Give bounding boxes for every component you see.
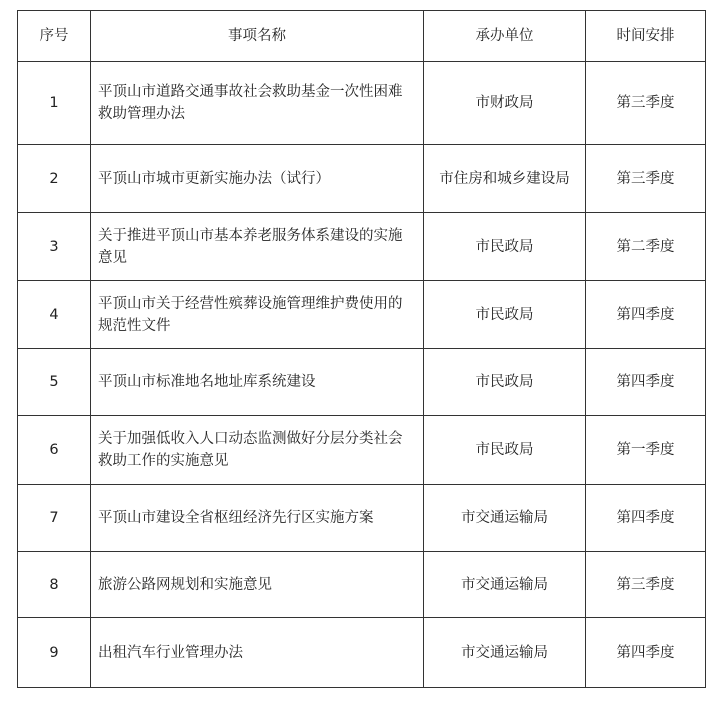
cell-no: 5 bbox=[18, 349, 91, 416]
cell-unit: 市交通运输局 bbox=[424, 552, 586, 618]
header-row bbox=[18, 11, 706, 62]
cell-time: 第四季度 bbox=[586, 485, 706, 552]
cell-no: 9 bbox=[18, 618, 91, 688]
cell-name: 平顶山市建设全省枢纽经济先行区实施方案 bbox=[91, 485, 424, 552]
cell-no: 2 bbox=[18, 145, 91, 213]
cell-time: 第四季度 bbox=[586, 618, 706, 688]
cell-unit: 市民政局 bbox=[424, 213, 586, 281]
cell-time: 第三季度 bbox=[586, 62, 706, 145]
cell-time: 第四季度 bbox=[586, 281, 706, 349]
cell-name: 旅游公路网规划和实施意见 bbox=[91, 552, 424, 618]
cell-name: 出租汽车行业管理办法 bbox=[91, 618, 424, 688]
table-row bbox=[18, 618, 706, 688]
cell-no: 4 bbox=[18, 281, 91, 349]
cell-name: 平顶山市标准地名地址库系统建设 bbox=[91, 349, 424, 416]
cell-unit: 市民政局 bbox=[424, 416, 586, 485]
cell-time: 第三季度 bbox=[586, 552, 706, 618]
cell-no: 8 bbox=[18, 552, 91, 618]
cell-name: 关于加强低收入人口动态监测做好分层分类社会救助工作的实施意见 bbox=[91, 416, 424, 485]
cell-time: 第一季度 bbox=[586, 416, 706, 485]
cell-time: 第四季度 bbox=[586, 349, 706, 416]
table-row bbox=[18, 416, 706, 485]
table-row bbox=[18, 281, 706, 349]
cell-no: 3 bbox=[18, 213, 91, 281]
cell-no: 6 bbox=[18, 416, 91, 485]
table-row bbox=[18, 213, 706, 281]
cell-no: 7 bbox=[18, 485, 91, 552]
header-unit: 承办单位 bbox=[424, 11, 586, 62]
cell-time: 第三季度 bbox=[586, 145, 706, 213]
cell-no: 1 bbox=[18, 62, 91, 145]
header-name: 事项名称 bbox=[91, 11, 424, 62]
table-row bbox=[18, 145, 706, 213]
cell-name: 平顶山市关于经营性殡葬设施管理维护费使用的规范性文件 bbox=[91, 281, 424, 349]
table-row bbox=[18, 485, 706, 552]
table-row bbox=[18, 552, 706, 618]
cell-name: 平顶山市道路交通事故社会救助基金一次性困难救助管理办法 bbox=[91, 62, 424, 145]
table-header bbox=[18, 11, 706, 62]
cell-unit: 市住房和城乡建设局 bbox=[424, 145, 586, 213]
cell-time: 第二季度 bbox=[586, 213, 706, 281]
header-no: 序号 bbox=[18, 11, 91, 62]
table-body bbox=[18, 62, 706, 688]
cell-unit: 市财政局 bbox=[424, 62, 586, 145]
cell-unit: 市民政局 bbox=[424, 281, 586, 349]
cell-unit: 市民政局 bbox=[424, 349, 586, 416]
cell-unit: 市交通运输局 bbox=[424, 618, 586, 688]
header-time: 时间安排 bbox=[586, 11, 706, 62]
schedule-table bbox=[17, 10, 706, 688]
cell-unit: 市交通运输局 bbox=[424, 485, 586, 552]
table-row bbox=[18, 62, 706, 145]
table-row bbox=[18, 349, 706, 416]
cell-name: 平顶山市城市更新实施办法（试行） bbox=[91, 145, 424, 213]
cell-name: 关于推进平顶山市基本养老服务体系建设的实施意见 bbox=[91, 213, 424, 281]
